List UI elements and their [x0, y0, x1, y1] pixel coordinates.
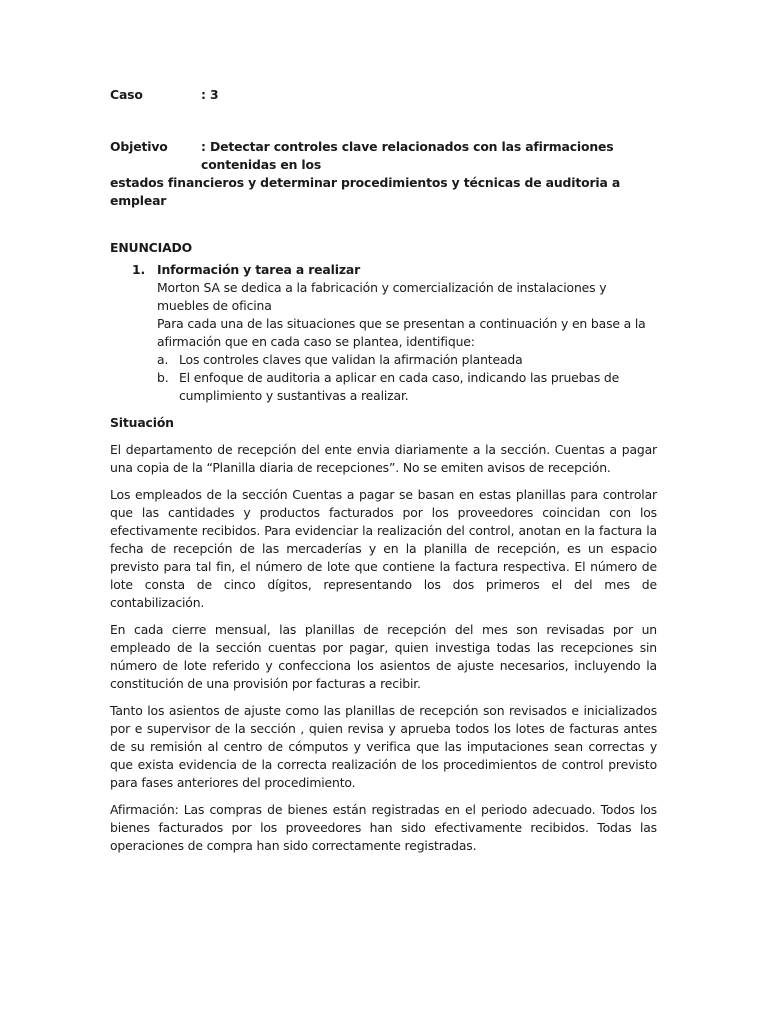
situacion-paragraph: Los empleados de la sección Cuentas a pagar se basan en estas planillas para controlar que las cantidades y productos facturados por los proveedores coincidan con los efectivamente recibidos. Para evidenciar la realización del control, anotan en la factura la fecha de recepción de las mercaderías y en la planilla de recepción, es un espacio previsto para tal fin, el número de lote que contiene la factura respectiva. El número de lote consta de cinco dígitos, representando los dos primeros el del mes de contabilización.: [110, 487, 657, 610]
numbered-item-1: [132, 261, 657, 405]
sub-item-a: [157, 351, 657, 369]
situacion-paragraph: En cada cierre mensual, las planillas de recepción del mes son revisadas por un empleado de la sección cuentas por pagar, quien investiga todas las recepciones sin número de lote referido y confecciona los asientos de ajuste necesarios, incluyendo la constitución de una provisión por facturas a recibir.: [110, 622, 657, 691]
afirmacion-paragraph: Afirmación: Las compras de bienes están registradas en el periodo adecuado. Todos los bienes facturados por los proveedores han sido efectivamente recibidos. Todas las operaciones de compra han sido correctamente registradas.: [110, 802, 657, 853]
document-page: [110, 86, 657, 864]
objetivo-label: Objetivo: [110, 139, 168, 154]
item-paragraph-2: Para cada una de las situaciones que se presentan a continuación y en base a la afirmación que en cada caso se plantea, identifique:: [157, 316, 646, 349]
item-paragraph-1: Morton SA se dedica a la fabricación y comercialización de instalaciones y muebles de oficina: [157, 280, 607, 313]
sub-item-letter: b.: [157, 370, 169, 385]
objetivo-line-2: estados financieros y determinar procedimientos y técnicas de auditoria a emplear: [110, 175, 621, 208]
caso-label: Caso: [110, 87, 143, 102]
objetivo-block: [110, 138, 657, 210]
sub-item-text: Los controles claves que validan la afirmación planteada: [179, 352, 523, 367]
caso-value: : 3: [201, 87, 219, 102]
sub-item-letter: a.: [157, 352, 169, 367]
item-number: 1.: [132, 262, 146, 277]
caso-line: [110, 86, 657, 104]
item-title: Información y tarea a realizar: [157, 262, 361, 277]
sub-item-b: [157, 369, 657, 405]
situacion-paragraph: El departamento de recepción del ente envia diariamente a la sección. Cuentas a pagar una copia de la “Planilla diaria de recepciones”. No se emiten avisos de recepción.: [110, 442, 657, 475]
enunciado-heading: ENUNCIADO: [110, 240, 193, 255]
sub-item-text: El enfoque de auditoria a aplicar en cada caso, indicando las pruebas de cumplimiento y sustantivas a realizar.: [179, 370, 620, 403]
objetivo-line-1: : Detectar controles clave relacionados con las afirmaciones contenidas en los: [201, 139, 614, 172]
situacion-heading: Situación: [110, 415, 174, 430]
situacion-paragraph: Tanto los asientos de ajuste como las planillas de recepción son revisados e inicializados por e supervisor de la sección , quien revisa y aprueba todos los lotes de facturas antes de su remisión al centro de cómputos y verifica que las imputaciones sean correctas y que exista evidencia de la correcta realización de los procedimientos de control previsto para fases anteriores del procedimiento.: [110, 703, 657, 790]
